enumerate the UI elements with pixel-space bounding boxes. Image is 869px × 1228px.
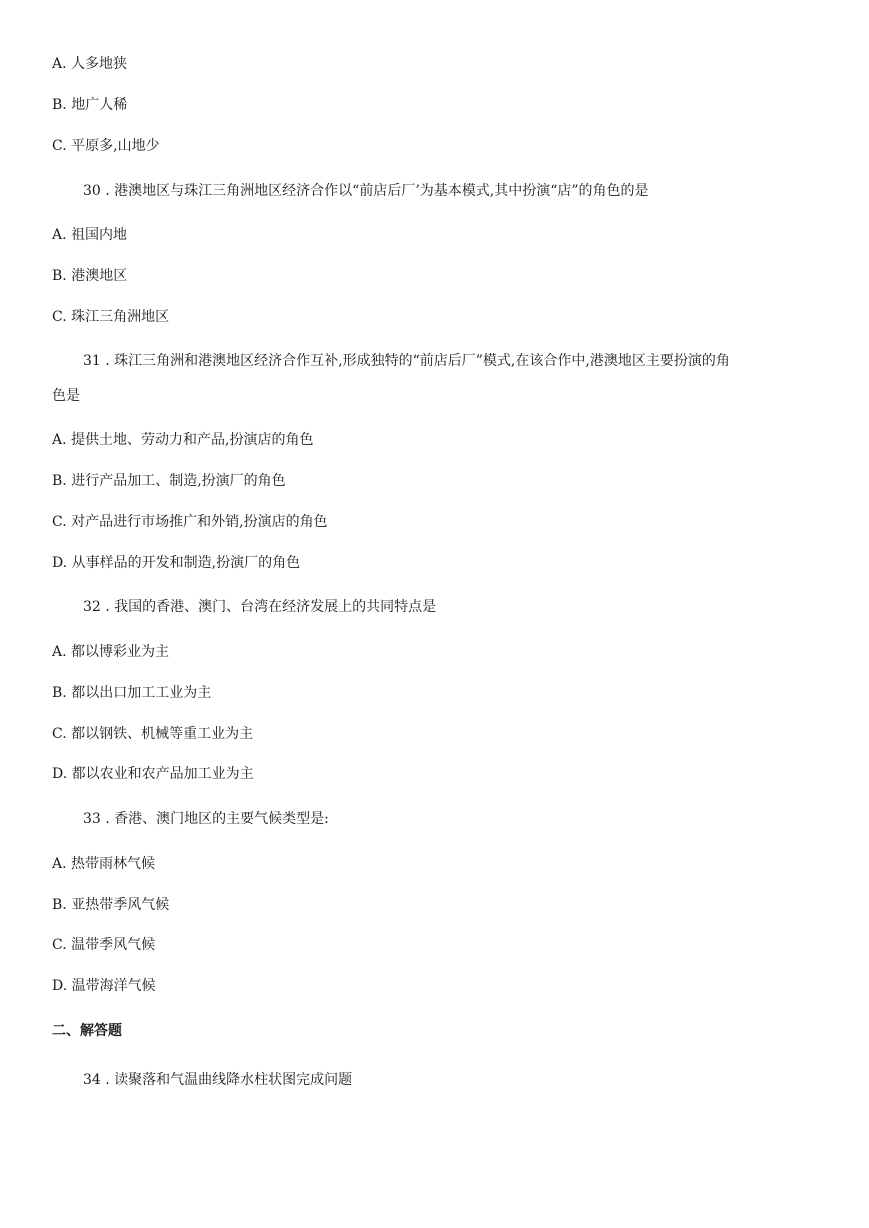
q34-stem: 34 . 读聚落和气温曲线降水柱状图完成问题 — [83, 1072, 353, 1088]
q31-option-b: B. 进行产品加工、制造,扮演厂的角色 — [52, 473, 286, 489]
q33-option-d: D. 温带海洋气候 — [52, 978, 156, 994]
q31-option-d: D. 从事样品的开发和制造,扮演厂的角色 — [52, 555, 301, 571]
q32-option-b: B. 都以出口加工工业为主 — [52, 685, 212, 701]
q29-option-a: A. 人多地狭 — [52, 56, 128, 72]
q30-option-c: C. 珠江三角洲地区 — [52, 309, 170, 325]
q30-option-b: B. 港澳地区 — [52, 268, 128, 284]
q31-stem-line1: 31 . 珠江三角洲和港澳地区经济合作互补,形成独特的“前店后厂”模式,在该合作中,港澳地区主要扮演的角 — [83, 353, 730, 369]
q32-option-a: A. 都以博彩业为主 — [52, 644, 170, 660]
section-heading-short-answer: 二、解答题 — [52, 1023, 122, 1039]
q33-option-b: B. 亚热带季风气候 — [52, 897, 170, 913]
q30-option-a: A. 祖国内地 — [52, 227, 128, 243]
q33-option-c: C. 温带季风气候 — [52, 937, 156, 953]
q31-option-a: A. 提供土地、劳动力和产品,扮演店的角色 — [52, 432, 314, 448]
q31-option-c: C. 对产品进行市场推广和外销,扮演店的角色 — [52, 514, 328, 530]
q32-stem: 32 . 我国的香港、澳门、台湾在经济发展上的共同特点是 — [83, 599, 437, 615]
q31-stem-line2: 色是 — [52, 388, 80, 404]
q33-stem: 33 . 香港、澳门地区的主要气候类型是: — [83, 811, 329, 827]
q32-option-d: D. 都以农业和农产品加工业为主 — [52, 766, 254, 782]
q29-option-c: C. 平原多,山地少 — [52, 138, 160, 154]
q33-option-a: A. 热带雨林气候 — [52, 856, 156, 872]
q32-option-c: C. 都以钢铁、机械等重工业为主 — [52, 726, 254, 742]
q29-option-b: B. 地广人稀 — [52, 97, 128, 113]
q30-stem: 30 . 港澳地区与珠江三角洲地区经济合作以“前店后厂’为基本模式,其中扮演“店”的角色的是 — [83, 183, 649, 199]
